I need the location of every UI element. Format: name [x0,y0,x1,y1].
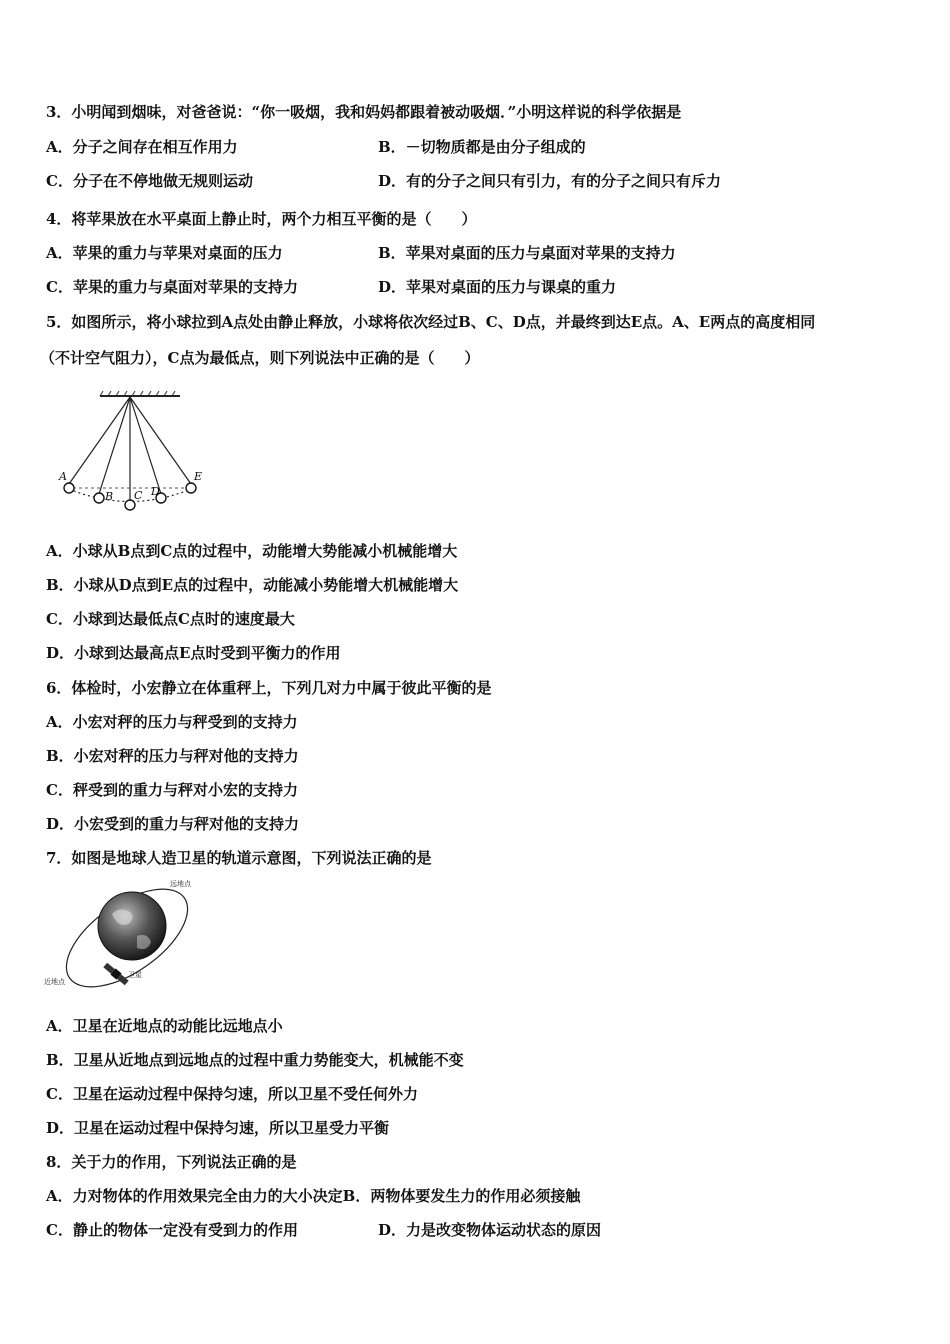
label-a: A [59,470,67,483]
label-d: D [151,485,160,498]
q4-option-d[interactable]: D．苹果对桌面的压力与课桌的重力 [378,278,617,296]
q5-stem-line2: （不计空气阻力），C点为最低点，则下列说法中正确的是（ ） [40,349,480,367]
q8-stem: 8．关于力的作用，下列说法正确的是 [46,1153,297,1171]
q6-stem: 6．体检时，小宏静立在体重秤上，下列几对力中属于彼此平衡的是 [46,679,492,697]
q3-option-d[interactable]: D．有的分子之间只有引力，有的分子之间只有斥力 [378,172,722,190]
q5-option-a[interactable]: A．小球从B点到C点的过程中，动能增大势能减小机械能增大 [46,542,458,560]
q6-option-d[interactable]: D．小宏受到的重力与秤对他的支持力 [46,815,300,833]
satellite-orbit-figure [42,876,212,996]
label-c: C [134,489,143,502]
label-far-point: 远地点 [170,880,191,888]
q6-option-a[interactable]: A．小宏对秤的压力与秤受到的支持力 [46,713,298,731]
label-b: B [105,490,114,503]
label-e: E [194,470,203,483]
q4-option-b[interactable]: B．苹果对桌面的压力与桌面对苹果的支持力 [378,244,676,262]
q4-option-c[interactable]: C．苹果的重力与桌面对苹果的支持力 [46,278,298,296]
q7-option-d[interactable]: D．卫星在运动过程中保持匀速，所以卫星受力平衡 [46,1119,390,1137]
pendulum-figure [55,388,215,518]
q5-option-c[interactable]: C．小球到达最低点C点时的速度最大 [46,610,295,628]
q6-option-c[interactable]: C．秤受到的重力与秤对小宏的支持力 [46,781,298,799]
q3-option-c[interactable]: C．分子在不停地做无规则运动 [46,172,253,190]
q7-option-c[interactable]: C．卫星在运动过程中保持匀速，所以卫星不受任何外力 [46,1085,418,1103]
q8-option-c[interactable]: C．静止的物体一定没有受到力的作用 [46,1221,298,1239]
label-near-point: 近地点 [44,978,65,986]
q6-option-b[interactable]: B．小宏对秤的压力与秤对他的支持力 [46,747,299,765]
q7-option-a[interactable]: A．卫星在近地点的动能比远地点小 [46,1017,283,1035]
q3-option-a[interactable]: A．分子之间存在相互作用力 [46,138,238,156]
q3-stem: 3．小明闻到烟味，对爸爸说：“你一吸烟，我和妈妈都跟着被动吸烟．”小明这样说的科学依据是 [46,103,682,121]
q5-option-d[interactable]: D．小球到达最高点E点时受到平衡力的作用 [46,644,341,662]
q5-option-b[interactable]: B．小球从D点到E点的过程中，动能减小势能增大机械能增大 [46,576,459,594]
q5-stem-line1: 5．如图所示，将小球拉到A点处由静止释放，小球将依次经过B、C、D点，并最终到达E点。A、E两点的高度相同 [46,313,816,331]
q7-option-b[interactable]: B．卫星从近地点到远地点的过程中重力势能变大，机械能不变 [46,1051,464,1069]
q4-stem: 4．将苹果放在水平桌面上静止时，两个力相互平衡的是（ ） [46,210,477,228]
q8-option-d[interactable]: D．力是改变物体运动状态的原因 [378,1221,602,1239]
q8-option-ab[interactable]: A．力对物体的作用效果完全由力的大小决定B．两物体要发生力的作用必须接触 [46,1187,581,1205]
q4-option-a[interactable]: A．苹果的重力与苹果对桌面的压力 [46,244,283,262]
q7-stem: 7．如图是地球人造卫星的轨道示意图，下列说法正确的是 [46,849,432,867]
q3-option-b[interactable]: B．－切物质都是由分子组成的 [378,138,586,156]
label-satellite: 卫星 [128,971,142,979]
